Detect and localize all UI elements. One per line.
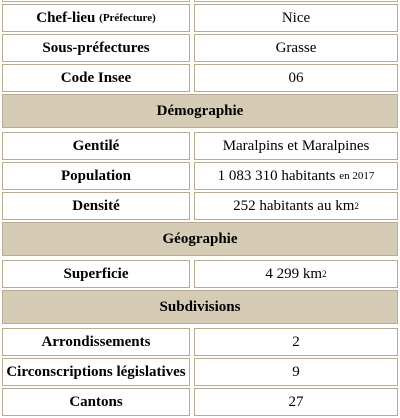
arrondissements-label: Arrondissements [2,328,190,356]
chef-lieu-label-text: Chef-lieu [36,9,96,26]
densite-unit-exponent: 2 [354,200,359,211]
code-insee-value: 06 [194,64,398,92]
cantons-value: 27 [194,388,398,416]
densite-value-text: 252 habitants au km [233,197,355,214]
section-header-geographie: Géographie [2,222,398,256]
population-label: Population [2,162,190,190]
circonscriptions-value: 9 [194,358,398,386]
densite-label: Densité [2,192,190,220]
circonscriptions-label: Circonscriptions législatives [2,358,190,386]
population-value [194,162,398,190]
densite-value [194,192,398,220]
row-circonscriptions [0,358,400,386]
row-chef-lieu [0,4,400,32]
chef-lieu-value: Nice [194,4,398,32]
row-densite [0,192,400,220]
population-value-text: 1 083 310 habitants [217,167,336,184]
superficie-label: Superficie [2,260,190,288]
cut-off-value-cell [194,0,398,2]
row-cantons [0,388,400,416]
row-code-insee [0,64,400,92]
section-header-subdivisions: Subdivisions [2,290,398,324]
cut-off-row [0,0,400,2]
chef-lieu-label [2,4,190,32]
row-arrondissements [0,328,400,356]
gentile-value: Maralpins et Maralpines [194,132,398,160]
superficie-unit-exponent: 2 [322,268,327,279]
cut-off-label-cell [2,0,190,2]
row-gentile [0,132,400,160]
row-superficie [0,260,400,288]
population-year: en 2017 [339,170,375,182]
gentile-label: Gentilé [2,132,190,160]
section-header-demographie: Démographie [2,94,398,128]
arrondissements-value: 2 [194,328,398,356]
sous-prefectures-label: Sous-préfectures [2,34,190,62]
row-sous-prefectures [0,34,400,62]
sous-prefectures-value: Grasse [194,34,398,62]
superficie-value [194,260,398,288]
chef-lieu-label-note: (Préfecture) [99,12,156,24]
row-population [0,162,400,190]
code-insee-label: Code Insee [2,64,190,92]
cantons-label: Cantons [2,388,190,416]
superficie-value-text: 4 299 km [265,265,323,282]
